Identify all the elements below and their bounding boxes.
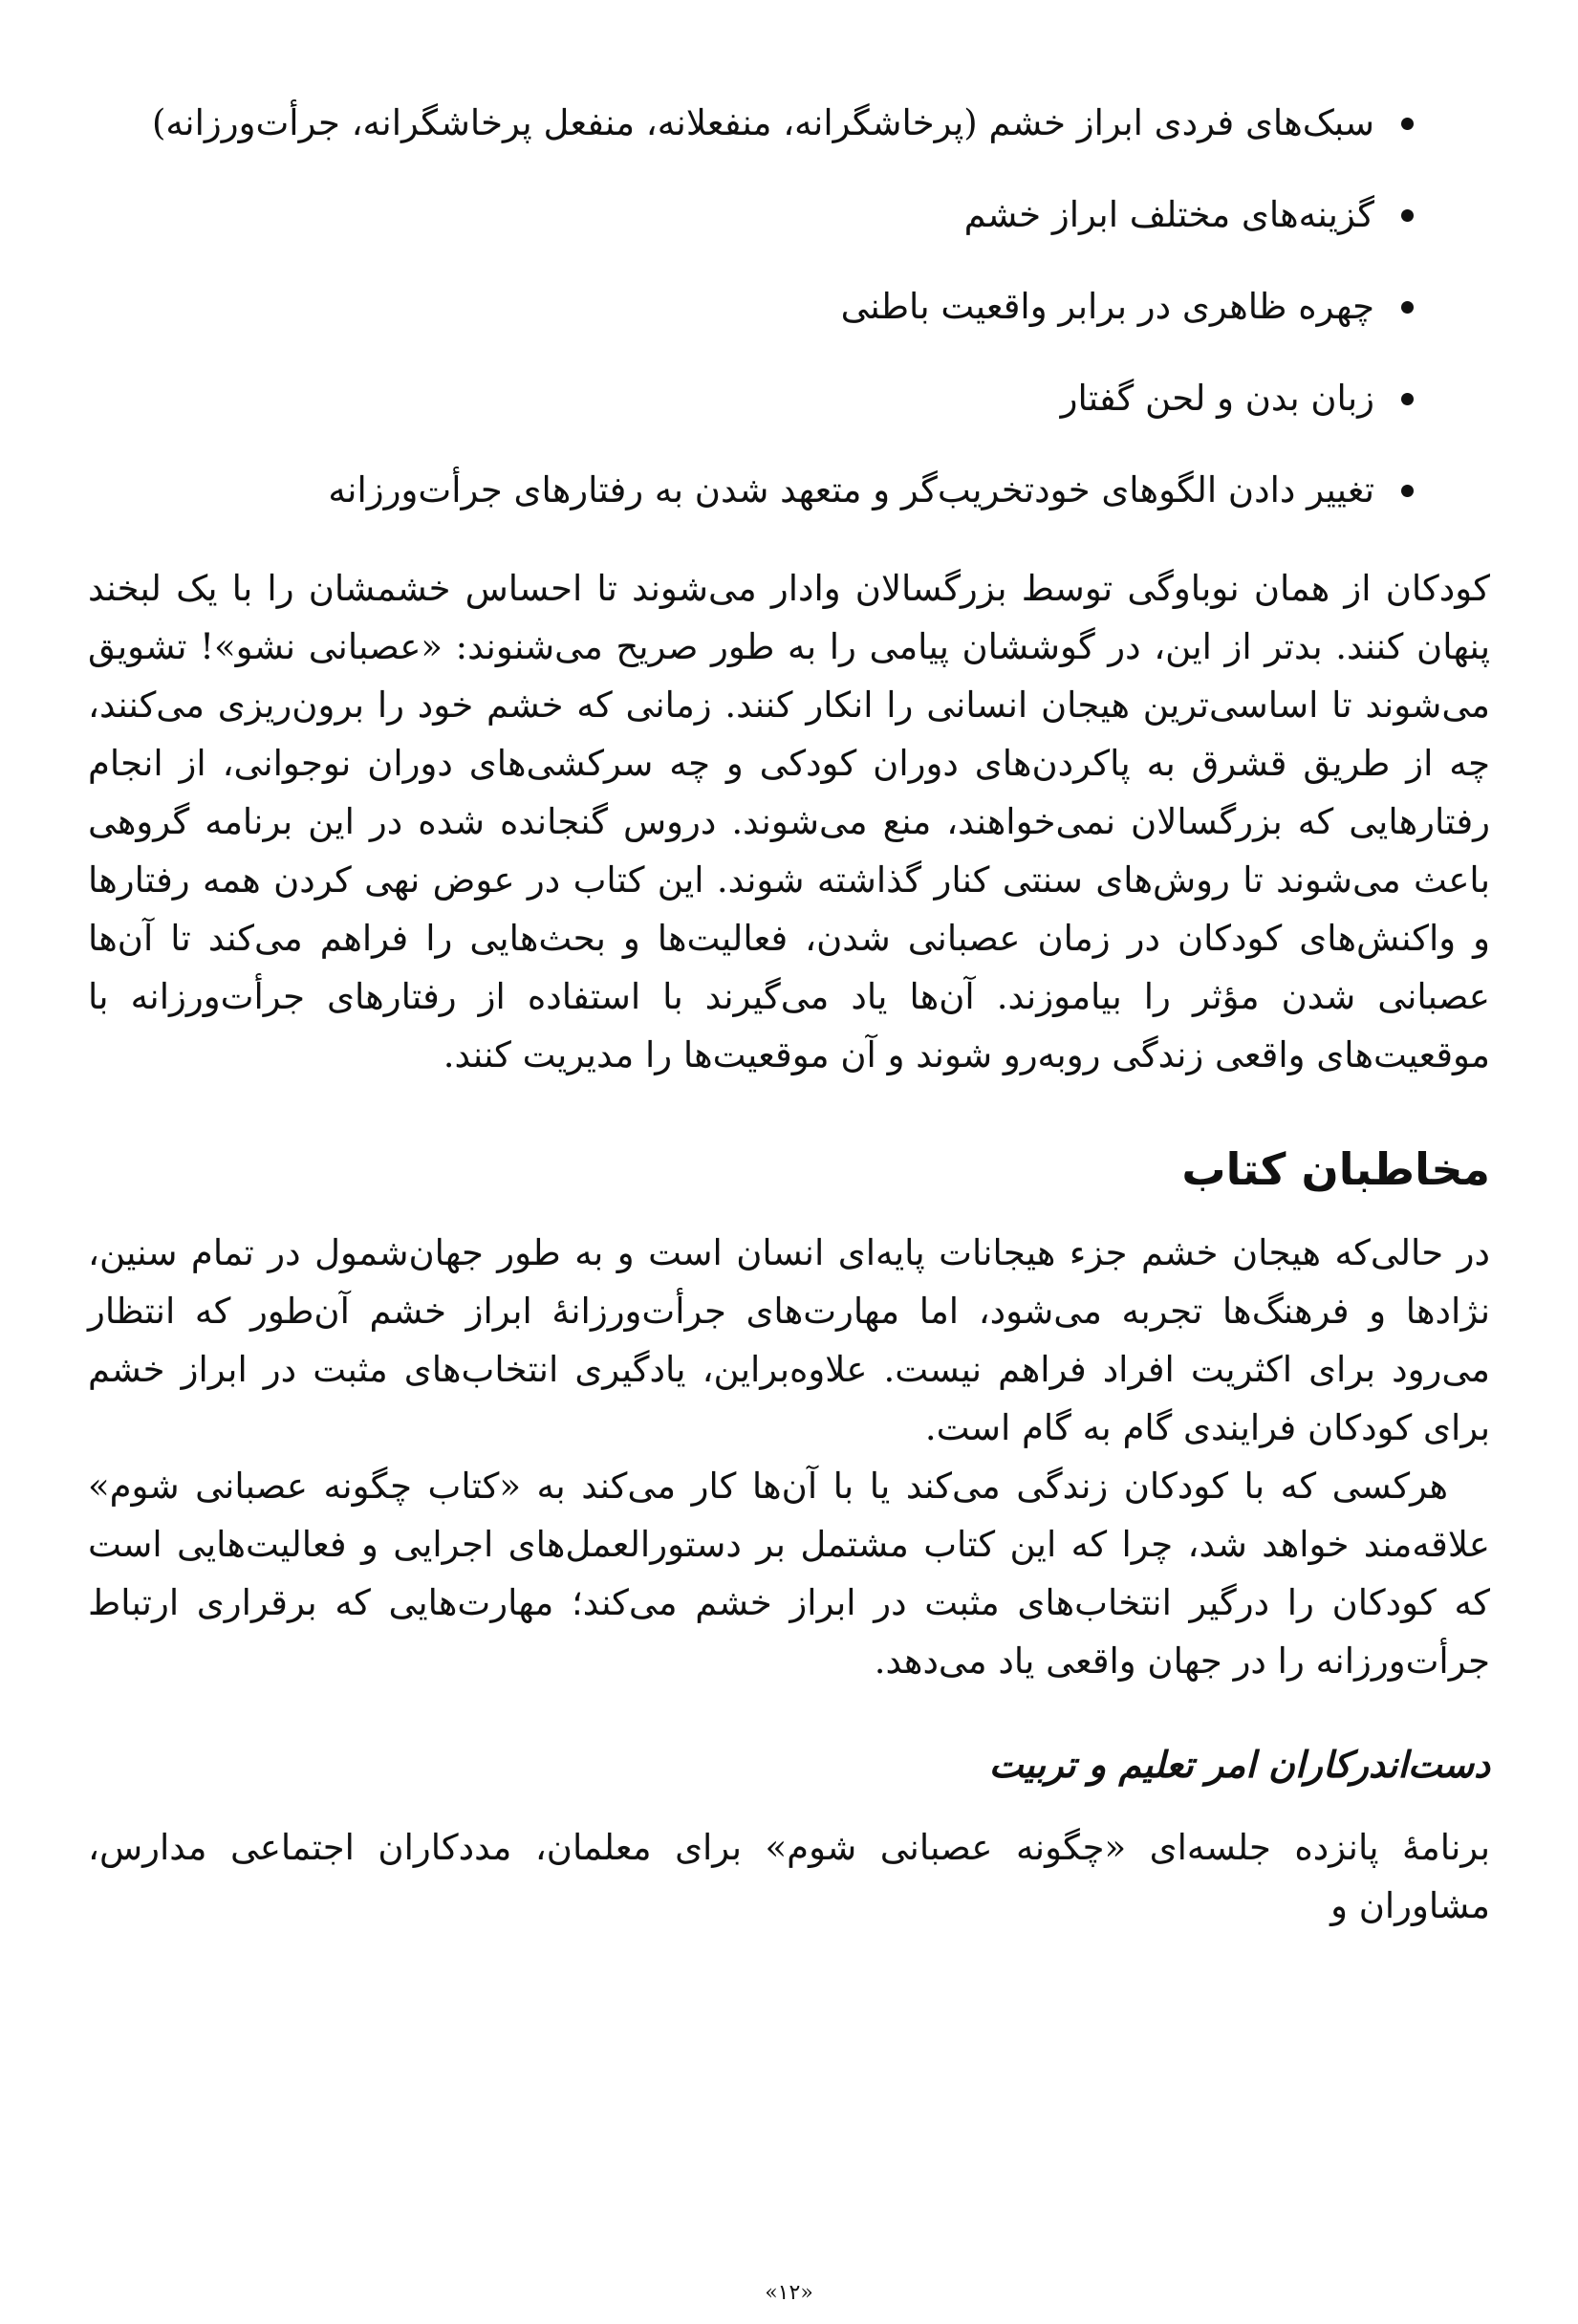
- section-heading: مخاطبان کتاب: [1181, 1143, 1490, 1196]
- bullet-text: سبک‌های فردی ابراز خشم (پرخاشگرانه، منفعلانه، منفعل پرخاشگرانه، جرأت‌ورزانه): [152, 102, 1374, 143]
- bullet-text: زبان بدن و لحن گفتار: [1060, 378, 1374, 420]
- subsection-paragraph: برنامهٔ پانزده جلسه‌ای «چگونه عصبانی شوم» برای معلمان، مددکاران اجتماعی مدارس، مشاوران و: [88, 1827, 1490, 1927]
- bullet-item: [88, 467, 1414, 513]
- bullet-dot-icon: [1401, 118, 1414, 130]
- section-paragraph: هرکسی که با کودکان زندگی می‌کند یا با آن‌ها کار می‌کند به «کتاب چگونه عصبانی شوم» علاقه‌مند خواهد شد، چرا که این کتاب مشتمل بر دستورالعمل‌های اجرایی و فعالیت‌هایی است که کودکان را درگیر انتخاب‌های مثبت در ابراز خشم می‌کند؛ مهارت‌هایی که برقراری ارتباط جرأت‌ورزانه را در جهان واقعی یاد می‌دهد.: [88, 1466, 1490, 1683]
- section-paragraph: در حالی‌که هیجان خشم جزء هیجانات پایه‌ای انسان است و به طور جهان‌شمول در تمام سنین، نژادها و فرهنگ‌ها تجربه می‌شود، اما مهارت‌های جرأت‌ورزانهٔ ابراز خشم آن‌طور که انتظار می‌رود برای اکثریت افراد فراهم نیست. علاوه‌براین، یادگیری انتخاب‌های مثبت در ابراز خشم برای کودکان فرایندی گام به گام است.: [88, 1232, 1490, 1449]
- bullet-dot-icon: [1401, 209, 1414, 222]
- bullet-list: [88, 100, 1490, 513]
- intro-paragraph: کودکان از همان نوباوگی توسط بزرگسالان وادار می‌شوند تا احساس خشمشان را با یک لبخند پنهان کنند. بدتر از این، در گوششان پیامی را به طور صریح می‌شنوند: «عصبانی نشو»! تشویق می‌شوند تا اساسی‌ترین هیجان انسانی را انکار کنند. زمانی که خشم خود را برون‌ریزی می‌کنند، چه از طریق قشرق به پاکردن‌های دوران کودکی و چه سرکشی‌های دوران نوجوانی، از انجام رفتارهایی که بزرگسالان نمی‌خواهند، منع می‌شوند. دروس گنجانده شده در این برنامه گروهی باعث می‌شوند تا روش‌های سنتی کنار گذاشته شوند. این کتاب در عوض نهی کردن همه رفتارها و واکنش‌های کودکان در زمان عصبانی شدن، فعالیت‌ها و بحث‌هایی را فراهم می‌کند تا آن‌ها عصبانی شدن مؤثر را بیاموزند. آن‌ها یاد می‌گیرند با استفاده از رفتارهای جرأت‌ورزانه با موقعیت‌های واقعی زندگی روبه‌رو شوند و آن موقعیت‌ها را مدیریت کنند.: [88, 568, 1490, 1076]
- bullet-text: تغییر دادن الگوهای خودتخریب‌گر و متعهد شدن به رفتارهای جرأت‌ورزانه: [328, 469, 1374, 511]
- subsection-heading: دست‌اندرکاران امر تعلیم و تربیت: [988, 1744, 1490, 1787]
- bullet-dot-icon: [1401, 393, 1414, 405]
- bullet-item: [88, 284, 1414, 330]
- page-number: «۱۲»: [765, 2281, 813, 2305]
- bullet-item: [88, 100, 1414, 146]
- bullet-item: [88, 192, 1414, 238]
- bullet-dot-icon: [1401, 485, 1414, 497]
- bullet-text: گزینه‌های مختلف ابراز خشم: [963, 194, 1374, 236]
- bullet-text: چهره ظاهری در برابر واقعیت باطنی: [840, 286, 1374, 328]
- bullet-item: [88, 376, 1414, 422]
- bullet-dot-icon: [1401, 301, 1414, 314]
